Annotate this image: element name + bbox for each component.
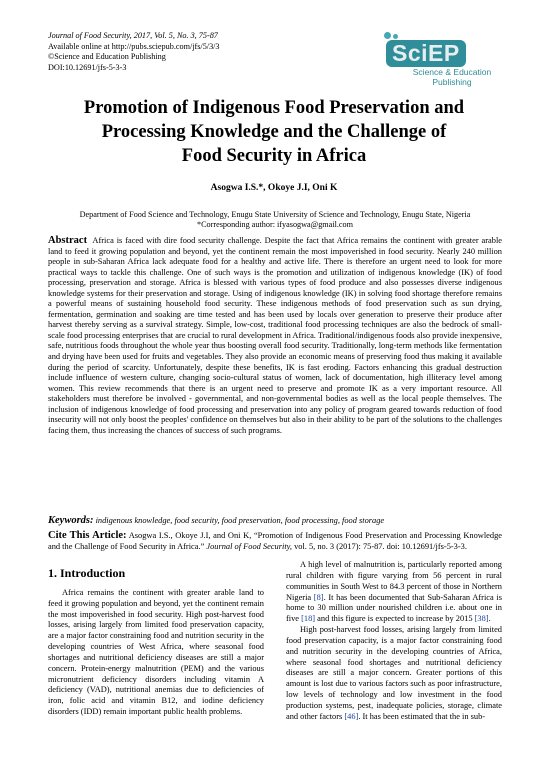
left-column	[48, 568, 264, 718]
publisher-copyright: ©Science and Education Publishing	[48, 52, 166, 62]
reference-link[interactable]: [18]	[301, 614, 316, 624]
para-text: . It has been estimated that the in sub-	[358, 711, 486, 721]
logo-subtitle-line1: Science & Education	[412, 67, 492, 77]
logo-subtitle	[404, 68, 500, 87]
para-text: and this figure is expected to increase by 2015	[315, 614, 475, 624]
logo-wordmark: SciEP	[386, 40, 466, 67]
reference-link[interactable]: [38]	[474, 614, 489, 624]
affiliation	[40, 210, 510, 231]
para-text: . It has been documented that Sub-Saharan Africa is home to 30 million under nourished children i.e. about one in five	[286, 592, 502, 624]
cite-this-article	[48, 531, 502, 553]
abstract-text: Africa is faced with dire food security challenge. Despite the fact that Africa remains the continent with greater arable land to feed it growing population and beyond, yet the continent remain the most impoverished in food security. Nearly 240 million people in sub-Saharan Africa lack adequate food for a healthy and active life. There is therefore an urgent need to look for more practical ways to tackle this challenge. One of such ways is the promotion and utilization of indigenous knowledge (IK) of food processing, preservation and storage. Africa is blessed with various types of food produce and also possesses diverse indigenous knowledge systems for their preservation and storage. Using of indigenous knowledge (IK) in solving food shortage therefore remains a powerful means of sustaining household food security. These indigenous methods of food preservation such as sun drying, fermentation, germination and soaking are time tested and has been used by locals over generation to preserve their produce after harvest thereby serving as a survival strategy. Simple, low-cost, traditional food processing techniques are also the bedrock of small-scale food processing enterprises that are crucial to rural development in Africa. Traditional/indigenous foods also provide inexpensive, safe, nutritious foods throughout the whole year thus boosting overall food security. Traditionally, long-term methods like fermentation and drying have been used for fruits and vegetables. They also provide an economic means of preserving food thus making it available during the period of scarcity. Unfortunately, despite these benefits, IK is fast eroding. Factors enhancing this gradual destruction include influence of western culture, changing socio-cultural status of women, lack of documentation, high illiteracy level among women. This review recommends that there is an urgent need to preserve and promote IK as a very important resource. All stakeholders must therefore be involved - governmental, and non-governmental bodies as well as the local people themselves. The inclusion of indigenous knowledge of food processing and preservation into any policy of program geared towards reduction of food insecurity will not only boost the peoples' confidence on themselves but also in their ability to be part of the solutions to the challenges facing them, thus increasing the chances of success of such programs.	[48, 236, 502, 435]
intro-paragraph-3	[286, 625, 502, 723]
para-text: High post-harvest food losses, arising largely from limited food preservation capacity, is a major factor constraining food and nutrition security in the developing countries of Africa, where seasonal food shortages and nutritional deficiency diseases are still a major concern. Greater portions of this amount is lost due to various factors such as poor infrastructure, low levels of technology and low investment in the food production systems, pest, inadequate policies, storage, climate and other factors	[286, 625, 502, 721]
cite-label: Cite This Article:	[48, 530, 127, 541]
title-line-3: Food Security in Africa	[181, 146, 367, 166]
logo-dot	[384, 32, 391, 39]
affiliation-dept: Department of Food Science and Technology, Enugu State University of Science and Technology, Enugu State, Nigeria	[79, 210, 471, 219]
cite-journal: Journal of Food Security,	[206, 541, 292, 551]
para-text: A high level of malnutrition is, particularly reported among rural children with figure varying from 56 percent in rural communities in South West to 84.3 percent of those in Northern Nigeria	[286, 560, 502, 602]
cite-text: Asogwa I.S., Okoye J.I, and Oni K, “Promotion of Indigenous Food Preservation and Processing Knowledge and the Challenge of Food Security in Africa.”	[48, 531, 502, 551]
journal-citation: Journal of Food Security, 2017, Vol. 5, No. 3, 75-87	[48, 31, 218, 40]
right-column	[286, 560, 502, 723]
sciep-logo	[384, 32, 502, 88]
keywords-label: Keywords:	[48, 515, 94, 526]
title-line-2: Processing Knowledge and the Challenge of	[101, 122, 447, 142]
logo-dot	[393, 34, 398, 39]
cite-text-end: vol. 5, no. 3 (2017): 75-87. doi: 10.12691/jfs-5-3-3.	[294, 541, 467, 551]
keywords-text: indigenous knowledge, food security, food preservation, food processing, food storage	[95, 516, 385, 525]
abstract-label: Abstract	[48, 235, 88, 246]
reference-link[interactable]: [46]	[344, 711, 359, 721]
corresponding-author: *Corresponding author: ifyasogwa@gmail.com	[196, 220, 354, 230]
logo-subtitle-line2: Publishing	[432, 76, 472, 87]
abstract	[48, 236, 502, 436]
authors: Asogwa I.S.*, Okoye J.I, Oni K	[210, 183, 338, 193]
journal-url[interactable]: Available online at http://pubs.sciepub.com/jfs/5/3/3	[48, 41, 220, 51]
reference-link[interactable]: [8]	[313, 592, 324, 602]
para-text: .	[488, 614, 491, 624]
paper-title	[48, 96, 500, 168]
journal-info	[48, 31, 220, 73]
doi: DOI:10.12691/jfs-5-3-3	[48, 62, 127, 72]
intro-paragraph-2	[286, 560, 502, 625]
title-line-1: Promotion of Indigenous Food Preservation and	[83, 98, 465, 118]
keywords	[48, 515, 502, 526]
intro-paragraph-1: Africa remains the continent with greater arable land to feed it growing population and beyond, yet the continent remain the most impoverished in food security. High post-harvest food losses, arising largely from limited food preservation capacity, are a major factor constraining food and nutrition security in the developing countries of West Africa, where seasonal food shortages and nutritional deficiency diseases are still a major concern. Protein-energy malnutrition (PEM) and the various micronutrient deficiency disorders including vitamin A deficiency (VAD), nutritional anemias due to deficiencies of iron, folic acid and vitamin B12, and iodine deficiency disorders (IDD) remain important public health problems.	[48, 587, 264, 717]
section-heading-introduction: 1. Introduction	[48, 566, 126, 580]
